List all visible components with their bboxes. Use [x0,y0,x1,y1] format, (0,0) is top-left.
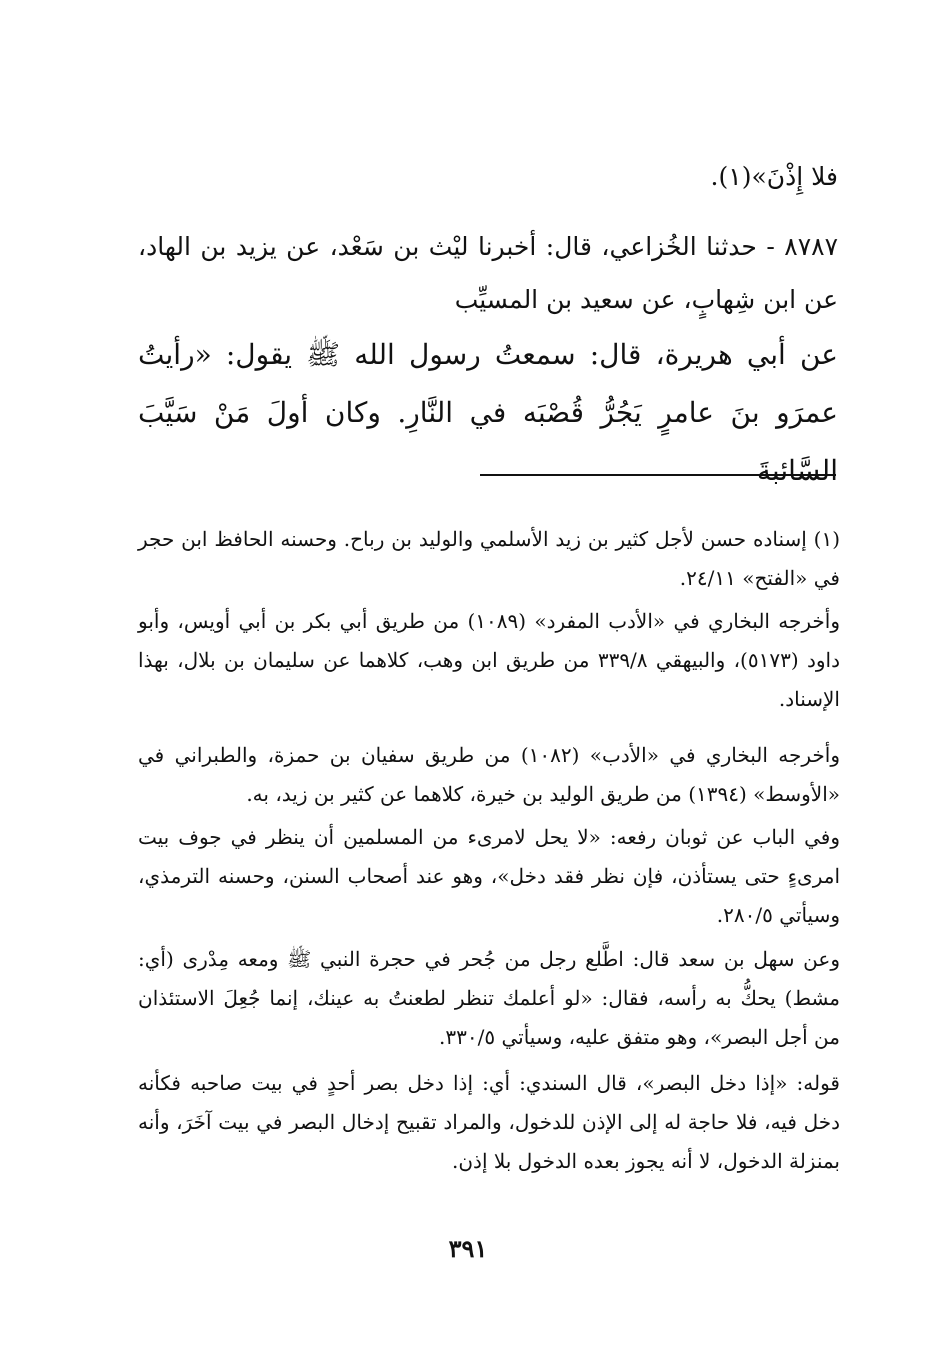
footnote-takhrij-2: وأخرجه البخاري في «الأدب» (١٠٨٢) من طريق سفيان بن حمزة، والطبراني في «الأوسط» (١٣٩٤) من طريق الوليد بن خيرة، كلاهما عن كثير بن زيد، به. [138,743,840,806]
footnote-1: (١) إسناده حسن لأجل كثير بن زيد الأسلمي والوليد بن رباح. وحسنه الحافظ ابن حجر في «الفتح» ٢٤/١١. [138,527,840,590]
hadith-text: عن أبي هريرة، قال: سمعتُ رسول الله ﷺ يقول: «رأيتُ عمرَو بنَ عامرٍ يَجُرُّ قُصْبَه في النَّارِ. وكان أولَ مَنْ سَيَّبَ السَّائبةَ [138,338,838,487]
page-number: ٣٩١ [448,1234,488,1263]
main-text-line-1: فلا إِذْنَ»(١). [710,162,838,191]
footnote-thawban: وفي الباب عن ثوبان رفعه: «لا يحل لامرىء من المسلمين أن ينظر في جوف بيت امرىءٍ حتى يستأذن، فإن نظر فقد دخل»، وهو عند أصحاب السنن، وحسنه الترمذي، وسيأتي ٢٨٠/٥. [138,825,840,927]
footnote-sindi: قوله: «إذا دخل البصر»، قال السندي: أي: إذا دخل بصر أحدٍ في بيت صاحبه فكأنه دخل فيه، فلا حاجة له إلى الإذن للدخول، والمراد تقبيح إدخال البصر في بيت آخَرَ، وأنه بمنزلة الدخول، لا أنه يجوز بعده الدخول بلا إذن. [138,1071,841,1173]
footnote-sahl: وعن سهل بن سعد قال: اطَّلع رجل من جُحر في حجرة النبي ﷺ ومعه مِدْرى (أي: مشط) يحكُّ به رأسه، فقال: «لو أعلمك تنظر لطعنتُ به عينك، إنما جُعِلَ الاستئذان من أجل البصر»، وهو متفق عليه، وسيأتي ٣٣٠/٥. [138,947,840,1049]
footnote-takhrij-1: وأخرجه البخاري في «الأدب المفرد» (١٠٨٩) من طريق أبي بكر بن أبي أويس، وأبو داود (٥١٧٣)، والبيهقي ٣٣٩/٨ من طريق ابن وهب، كلاهما عن سليمان بن بلال، بهذا الإسناد. [138,609,840,711]
footnote-separator [480,474,836,476]
hadith-chain-8787: ٨٧٨٧ - حدثنا الخُزاعي، قال: أخبرنا ليْث بن سَعْد، عن يزيد بن الهاد، عن ابن شِهابٍ، عن سعيد بن المسيِّب [138,232,838,314]
